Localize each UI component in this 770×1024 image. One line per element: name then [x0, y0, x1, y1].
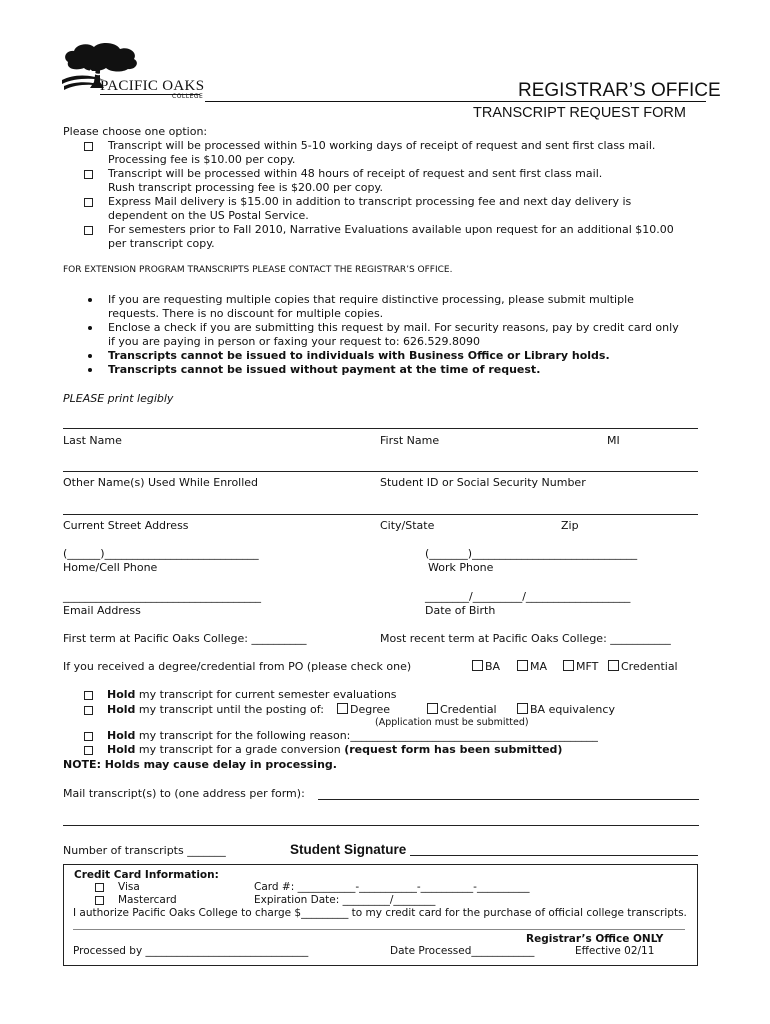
checkbox[interactable] — [608, 660, 619, 671]
checkbox[interactable] — [563, 660, 574, 671]
hold-current-semester[interactable]: Hold my transcript for current semester evaluations — [84, 688, 397, 701]
bullet-payment: Enclose a check if you are submitting this request by mail. For security reasons, pay by credit card only if you are paying in person or faxing your request to: 626.529.8090 — [88, 321, 92, 335]
cc-visa-option[interactable]: Visa — [95, 881, 140, 893]
degree-credential-option[interactable]: Credential — [608, 660, 678, 673]
effective-date: Effective 02/11 — [575, 945, 655, 957]
options-label: Please choose one option: — [63, 125, 208, 138]
checkbox[interactable] — [84, 226, 93, 235]
checkbox[interactable] — [427, 703, 438, 714]
name-input-line[interactable] — [63, 428, 698, 429]
logo-wordmark: PACIFIC OAKS — [100, 78, 205, 94]
option-narrative[interactable]: For semesters prior to Fall 2010, Narrative Evaluations available upon request for an additional $10.00 per transcript copy. — [84, 223, 107, 237]
mail-address-line-1[interactable] — [318, 799, 699, 800]
checkbox[interactable] — [517, 703, 528, 714]
option-express[interactable]: Express Mail delivery is $15.00 in addition to transcript processing fee and next day delivery is dependent on the US Postal Service. — [84, 195, 107, 209]
hold-ba-equivalency-option[interactable]: BA equivalency — [517, 703, 615, 716]
option-standard[interactable]: Transcript will be processed within 5-10 working days of receipt of request and sent first class mail. Processing fee is $10.00 per copy. — [84, 139, 107, 153]
zip-label: Zip — [561, 519, 579, 532]
mail-address-line-2[interactable] — [63, 825, 699, 826]
hold-following-reason[interactable]: Hold my transcript for the following reason:_____________________________________________ — [84, 729, 598, 742]
email-label: Email Address — [63, 604, 141, 617]
recent-term-field[interactable]: Most recent term at Pacific Oaks College: ___________ — [380, 632, 671, 645]
office-title: REGISTRAR’S OFFICE — [518, 80, 721, 101]
checkbox[interactable] — [84, 706, 93, 715]
other-names-input-line[interactable] — [63, 471, 698, 472]
work-phone-field[interactable]: (_______)______________________________ — [425, 547, 638, 560]
form-title: TRANSCRIPT REQUEST FORM — [473, 105, 686, 121]
checkbox[interactable] — [472, 660, 483, 671]
office-only-label: Registrar’s Office ONLY — [526, 933, 664, 945]
mail-label: Mail transcript(s) to (one address per form): — [63, 787, 305, 800]
hold-credential-option[interactable]: Credential — [427, 703, 497, 716]
expiration-field[interactable]: Expiration Date: _________/________ — [254, 894, 436, 906]
degree-ma-option[interactable]: MA — [517, 660, 547, 673]
office-divider — [73, 929, 685, 930]
checkbox[interactable] — [84, 170, 93, 179]
bullet-multiple-copies: If you are requesting multiple copies that require distinctive processing, please submit multiple requests. There is no discount for multiple copies. — [88, 293, 92, 307]
degree-ba-option[interactable]: BA — [472, 660, 500, 673]
bullet-payment-required: Transcripts cannot be issued without payment at the time of request. — [88, 363, 92, 377]
city-state-label: City/State — [380, 519, 435, 532]
first-term-field[interactable]: First term at Pacific Oaks College: __________ — [63, 632, 307, 645]
hold-degree-option[interactable]: Degree — [337, 703, 390, 716]
extension-note: FOR EXTENSION PROGRAM TRANSCRIPTS PLEASE CONTACT THE REGISTRAR’S OFFICE. — [63, 265, 453, 275]
holds-note: NOTE: Holds may cause delay in processing. — [63, 758, 337, 771]
dob-label: Date of Birth — [425, 604, 496, 617]
work-phone-label: Work Phone — [428, 561, 494, 574]
checkbox[interactable] — [84, 198, 93, 207]
cc-mastercard-option[interactable]: Mastercard — [95, 894, 177, 906]
number-of-transcripts-field[interactable]: Number of transcripts _______ — [63, 844, 226, 857]
date-processed-field: Date Processed____________ — [390, 945, 535, 957]
signature-label: Student Signature — [290, 842, 407, 857]
checkbox[interactable] — [517, 660, 528, 671]
processed-by-field: Processed by _______________________________ — [73, 945, 309, 957]
cc-title: Credit Card Information: — [74, 869, 219, 881]
title-rule — [205, 101, 706, 102]
home-phone-label: Home/Cell Phone — [63, 561, 158, 574]
degree-mft-option[interactable]: MFT — [563, 660, 598, 673]
pacific-oaks-logo — [60, 40, 210, 106]
student-id-label: Student ID or Social Security Number — [380, 476, 586, 489]
bullet-holds: Transcripts cannot be issued to individuals with Business Office or Library holds. — [88, 349, 92, 363]
checkbox[interactable] — [84, 732, 93, 741]
street-label: Current Street Address — [63, 519, 189, 532]
checkbox[interactable] — [337, 703, 348, 714]
print-legibly: PLEASE print legibly — [63, 392, 174, 405]
card-number-field[interactable]: Card #: ___________-___________-__________-__________ — [254, 881, 530, 893]
hold-until-posting[interactable]: Hold my transcript until the posting of: — [84, 703, 324, 716]
hold-grade-conversion[interactable]: Hold my transcript for a grade conversion (request form has been submitted) — [84, 743, 562, 756]
checkbox[interactable] — [84, 691, 93, 700]
other-names-label: Other Name(s) Used While Enrolled — [63, 476, 259, 489]
checkbox[interactable] — [84, 746, 93, 755]
mi-label: MI — [607, 434, 620, 447]
checkbox[interactable] — [84, 142, 93, 151]
option-rush[interactable]: Transcript will be processed within 48 hours of receipt of request and sent first class mail. Rush transcript processing fee is $20.00 per copy. — [84, 167, 107, 181]
email-field[interactable]: ____________________________________ — [63, 590, 261, 603]
authorization-text: I authorize Pacific Oaks College to charge $_________ to my credit card for the purchase of official college transcripts. — [73, 907, 687, 919]
first-name-label: First Name — [380, 434, 440, 447]
checkbox[interactable] — [95, 896, 104, 905]
degree-question: If you received a degree/credential from PO (please check one) — [63, 660, 412, 673]
checkbox[interactable] — [95, 883, 104, 892]
home-phone-field[interactable]: (______)____________________________ — [63, 547, 259, 560]
signature-line[interactable] — [410, 855, 698, 856]
logo-college: COLLEGE — [172, 93, 204, 100]
last-name-label: Last Name — [63, 434, 122, 447]
application-note: (Application must be submitted) — [375, 717, 529, 728]
dob-field[interactable]: ________/_________/___________________ — [425, 590, 631, 603]
address-input-line[interactable] — [63, 514, 698, 515]
